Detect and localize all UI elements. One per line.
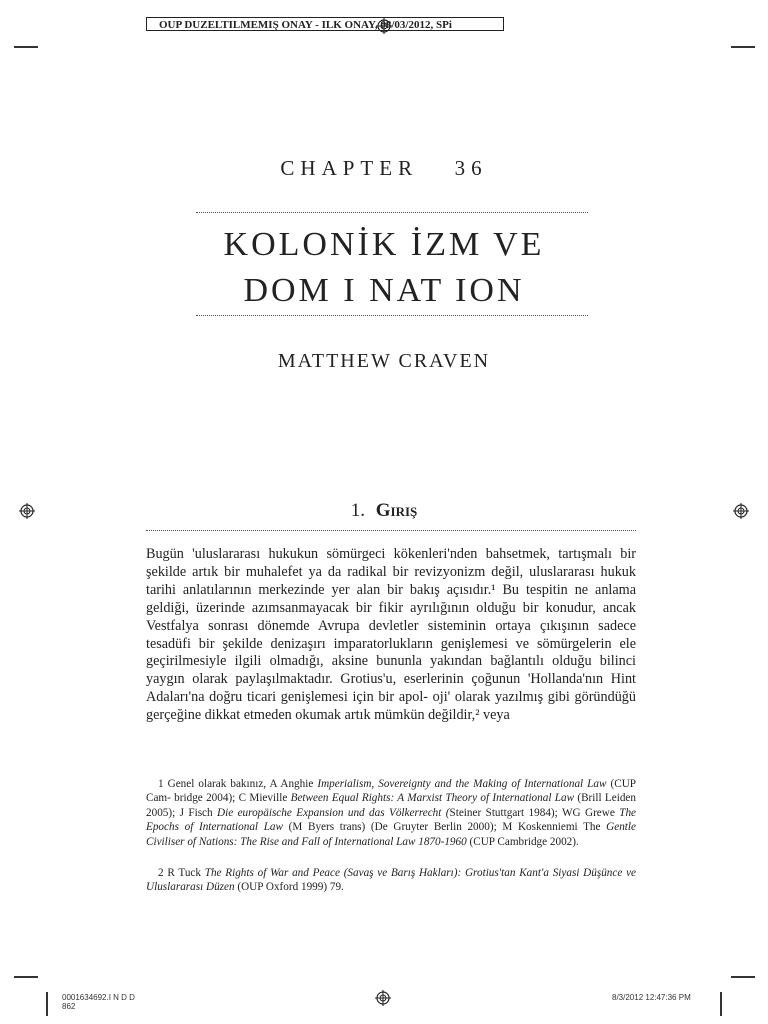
title-line-1: KOLONİK İZM VE (223, 226, 545, 263)
chapter-label: CHAPTER (280, 156, 419, 180)
footnote-1-work: Gentle Civiliser of Nations: The Rise and Fall of International Law 1870-1960 (146, 821, 636, 848)
crop-mark-bottom-right (731, 976, 755, 978)
footnote-2-mark: 2 (158, 867, 164, 879)
footnote-2 (146, 866, 636, 895)
registration-mark-icon (375, 990, 391, 1006)
footer-filename: 0001634692.I N D D (62, 993, 135, 1002)
footnote-1-work: The Epochs of International Law (146, 806, 636, 834)
divider-bottom (196, 315, 588, 316)
footer-file-info (62, 993, 135, 1011)
crop-mark-bottom-left-vertical (46, 992, 48, 1016)
footnote-1-work: Imperialism, Sovereignty and the Making of International Law (317, 778, 607, 790)
footnote-2-work: The Rights of War and Peace (Savaş ve Barış Hakları): Grotius'tan Kant'a Siyasi Düşünce ve Uluslararası Düzen (146, 867, 637, 894)
footnote-1-text: Steiner Stuttgart 1984); WG Grewe (449, 806, 620, 819)
chapter-heading (0, 156, 768, 181)
footnote-1-text: Genel olarak bakınız, A Anghie (167, 778, 318, 790)
section-divider (146, 530, 636, 531)
crop-mark-top-right (731, 46, 755, 48)
section-heading (0, 500, 768, 522)
section-number: 1. (350, 500, 365, 521)
footnote-2-text: R Tuck (167, 867, 205, 879)
footer-timestamp: 8/3/2012 12:47:36 PM (612, 993, 691, 1002)
footnote-1-text: (CUP Cam- bridge 2004); C Mieville (146, 778, 636, 805)
chapter-title (0, 222, 768, 314)
footnote-1 (146, 777, 636, 849)
footnote-1-work: Between Equal Rights: A Marxist Theory of International Law (290, 792, 575, 805)
print-banner: OUP DUZELTILMEMIŞ ONAY - ILK ONAY, 08/03/2012, SPi (146, 17, 504, 31)
body-paragraph: Bugün 'uluslararası hukukun sömürgeci kökenleri'nden bahsetmek, tartışmalı bir şekilde artık bir muhalefet ya da radikal bir revizyonizm değil, uluslararası hukuk tarihi anlatılarının merkezinde yer alan bir bakış açısıdır.¹ Bu tespitin ne anlama geldiği, üzerinde azımsanmayacak bir fikir ayrılığının olduğu bir konudur, ancak Vestfalya sonrası dönemde Avrupa devletler sisteminin ortaya çıkışının sadece tesadüfi bir şekilde denizaşırı imparatorlukların genişlemesi ve sömürgelerin ele geçirilmesiyle ilgili olmadığı, aksine bununla yakından bağlantılı olduğu bilinci yaygın olarak paylaşılmaktadır. Grotius'u, eserlerinin çoğunun 'Hollanda'nın Hint Adaları'na doğru ticari genişlemesi için bir apol- oji' olarak yazılmış gibi göründüğü gerçeğine dikkat etmeden okumak artık mümkün değildir,² veya (146, 546, 636, 724)
chapter-number: 36 (454, 156, 488, 180)
footnote-2-text: (OUP Oxford 1999) 79. (234, 881, 344, 894)
title-line-2: DOM I NAT ION (243, 272, 525, 309)
footnote-1-text: (Brill Leiden 2005); J Fisch (146, 792, 636, 819)
section-title: Giriş (375, 500, 418, 521)
crop-mark-bottom-left (14, 976, 38, 978)
footnote-1-text: (CUP Cambridge 2002). (466, 835, 579, 848)
registration-mark-icon (376, 18, 392, 34)
crop-mark-top-left (14, 46, 38, 48)
divider-top (196, 212, 588, 213)
author-name: MATTHEW CRAVEN (277, 350, 491, 372)
footnote-1-work: Die europäische Expansion und das Völkerrecht ( (217, 806, 450, 819)
footnote-1-text: (M Byers trans) (De Gruyter Berlin 2000); M Koskenniemi The (282, 821, 607, 834)
footer-page-number: 862 (62, 1002, 76, 1011)
footnote-1-mark: 1 (158, 778, 164, 790)
crop-mark-bottom-right-vertical (720, 992, 722, 1016)
